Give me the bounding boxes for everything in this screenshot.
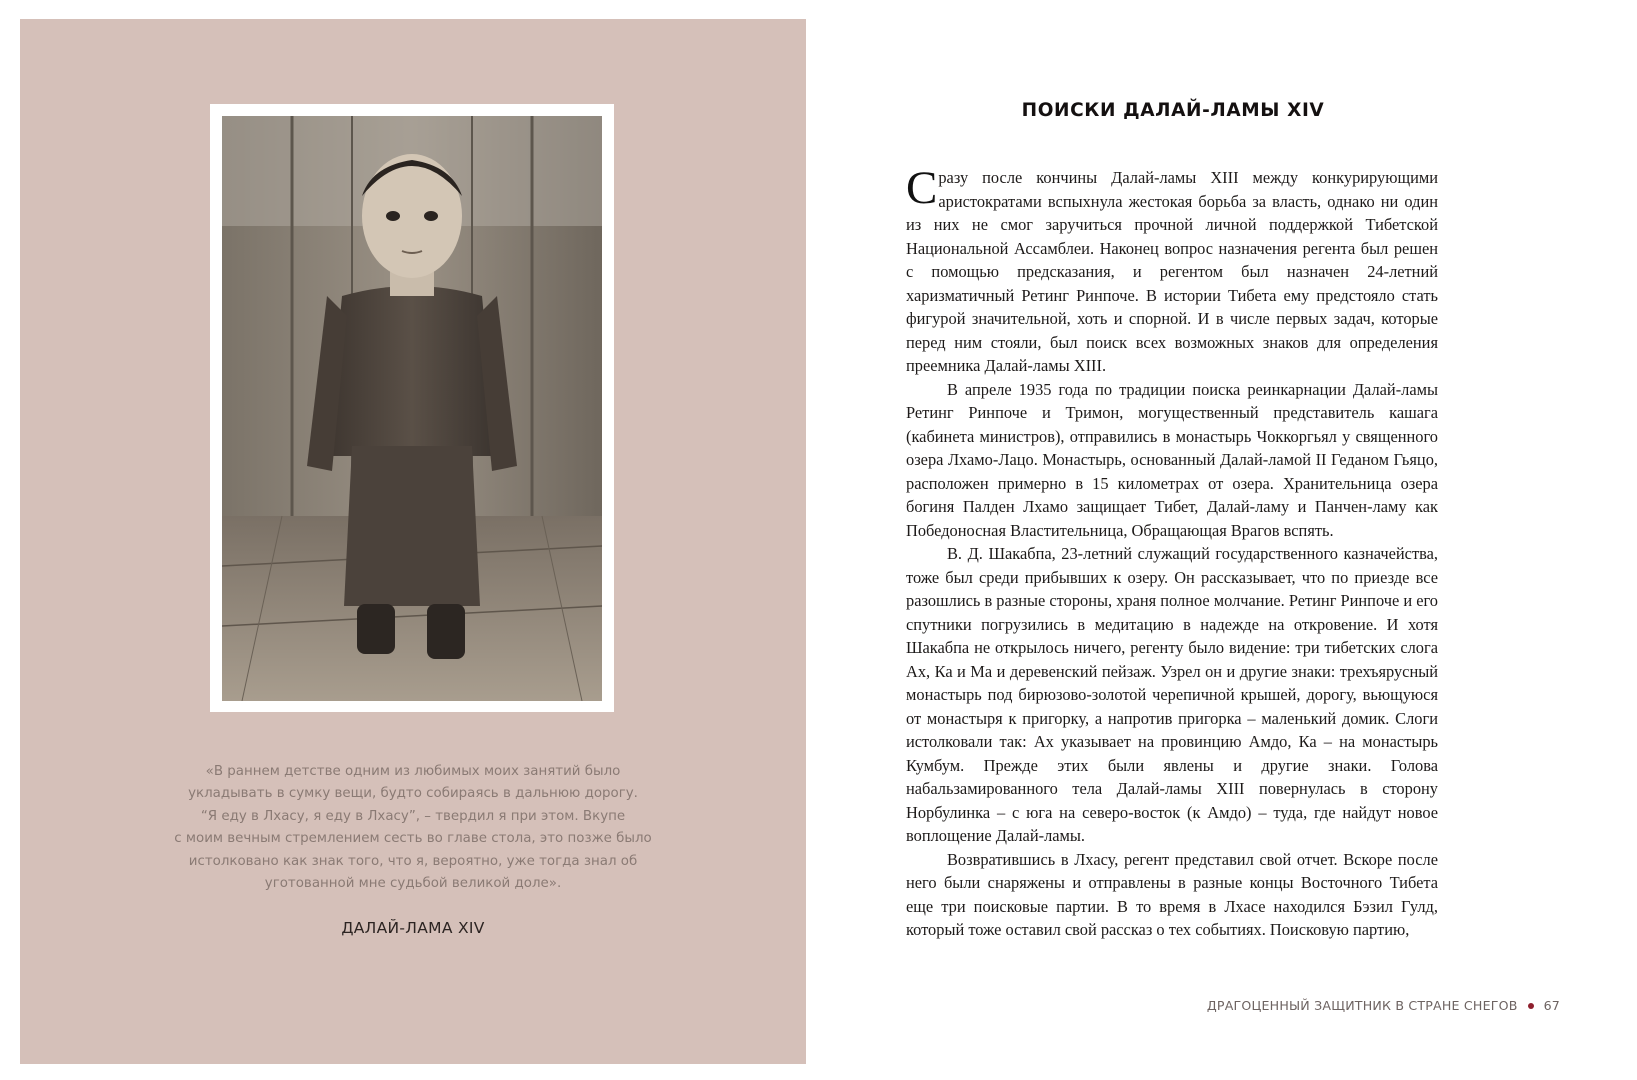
quote-line: “Я еду в Лхасу, я еду в Лхасу”, – твердил я при этом. Вкупе bbox=[200, 808, 626, 824]
photo-caption-quote bbox=[170, 761, 656, 895]
paragraph: Возвратившись в Лхасу, регент представил свой отчет. Вскоре после него были снаряжены и отправлены в разные концы Восточного Тибета еще три поисковые партии. В то время в Лхасе находился Бэзил Гулд, который тоже оставил свой рассказ о тех событиях. Поисковую партию, bbox=[906, 849, 1438, 939]
running-footer bbox=[1207, 998, 1560, 1013]
child-photo-illustration bbox=[222, 116, 602, 701]
page-number: 67 bbox=[1543, 998, 1560, 1013]
quote-line: уготованной мне судьбой великой доле». bbox=[264, 876, 562, 892]
photo-frame bbox=[210, 104, 614, 712]
article-body bbox=[906, 162, 1438, 942]
quote-line: с моим вечным стремлением сесть во главе стола, это позже было bbox=[174, 831, 652, 847]
chapter-heading: ПОИСКИ ДАЛАЙ-ЛАМЫ XIV bbox=[1021, 100, 1325, 121]
child-photo bbox=[222, 116, 602, 701]
left-page bbox=[20, 19, 806, 1064]
bullet-dot-icon bbox=[1528, 1003, 1534, 1009]
quote-line: «В раннем детстве одним из любимых моих занятий было bbox=[205, 764, 621, 779]
quote-line: истолковано как знак того, что я, вероятно, уже тогда знал об bbox=[188, 853, 638, 869]
paragraph: В. Д. Шакабпа, 23-летний служащий государственного казначейства, тоже был среди прибывших к озеру. Он рассказывает, что по приезде все разошлись в разные стороны, храня полное молчание. Ретинг Ринпоче и его спутники погрузились в медитацию в надежде на откровение. И хотя Шакабпа не открылось ничего, регенту было видение: три тибетских слога Ах, Ка и Ма и деревенский пейзаж. Узрел он и другие знаки: трехъярусный монастырь под бирюзово-золотой черепичной крышей, дорогу, вьющуюся от монастыря к пригорку, а напротив пригорка – маленький домик. Слоги истолковали так: Ах указывает на провинцию Амдо, Ка – на монастырь Кумбум. Прежде этих были явлены и другие знаки. Голова набальзамированного тела Далай-ламы XIII повернулась в сторону Норбулинка – с юга на северо-восток (к Амдо) – туда, где найдут новое воплощение Далай-ламы. bbox=[906, 544, 1438, 845]
paragraph-text: разу после кончины Далай-ламы XIII между конкурирующими аристократами вспыхнула жестокая борьба за власть, однако ни один из них не смог заручиться прочной личной поддержкой Тибетской Национальной Ассамблеи. Наконец вопрос назначения регента был решен с помощью предсказания, и регентом был назначен 24-летний харизматичный Ретинг Ринпоче. В истории Тибета ему предстояло стать фигурой значительной, хоть и спорной. И в числе первых задач, которые перед ним стояли, был поиск всех возможных знаков для определения преемника Далай-ламы XIII. bbox=[906, 168, 1438, 375]
footer-title: ДРАГОЦЕННЫЙ ЗАЩИТНИК В СТРАНЕ СНЕГОВ bbox=[1206, 998, 1518, 1013]
quote-author: ДАЛАЙ-ЛАМА XIV bbox=[341, 919, 485, 937]
quote-line: укладывать в сумку вещи, будто собираясь в дальнюю дорогу. bbox=[188, 786, 638, 802]
drop-cap: С bbox=[906, 162, 938, 214]
paragraph: В апреле 1935 года по традиции поиска реинкарнации Далай-ламы Ретинг Ринпоче и Тримон, могущественный представитель кашага (кабинета министров), отправились в монастырь Чоккоргьял у священного озера Лхамо-Лацо. Монастырь, основанный Далай-ламой II Геданом Гьяцо, расположен примерно в 15 километрах от озера. Хранительница озера богиня Палден Лхамо защищает Тибет, Далай-ламу и Панчен-ламу как Победоносная Властительница, Обращающая Врагов вспять. bbox=[906, 379, 1438, 540]
paragraph bbox=[906, 162, 1438, 378]
